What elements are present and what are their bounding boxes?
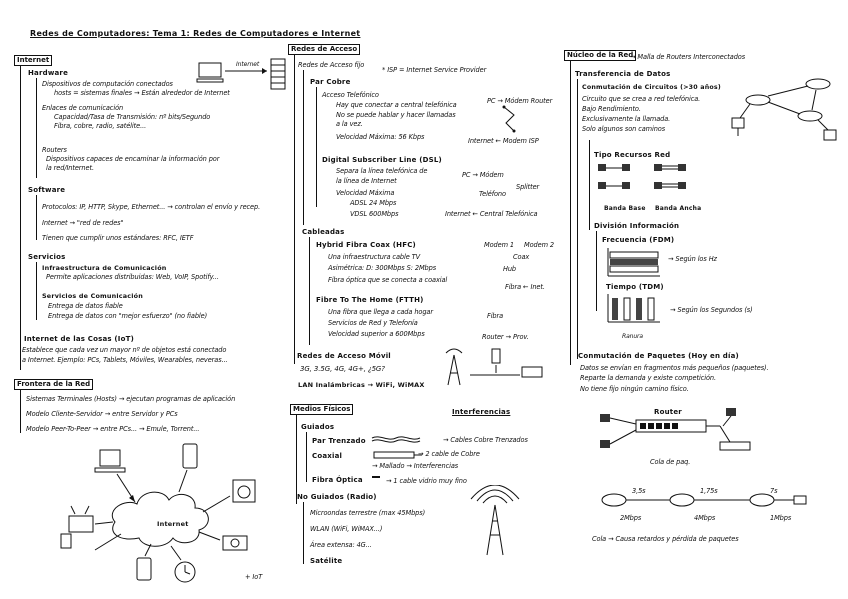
iot-tag: + IoT — [245, 573, 263, 581]
circ-1: Circuito que se crea a red telefónica. — [582, 95, 701, 103]
hfc-2: Asimétrica: D: 300Mbps S: 2Mbps — [328, 264, 437, 272]
hardware-tree-line — [36, 78, 37, 178]
medios-tree-line — [296, 414, 297, 504]
hw-media: Fibra, cobre, radio, satélite... — [54, 122, 147, 130]
sv-best-effort: Entrega de datos con "mejor esfuerzo" (no fiable) — [48, 312, 208, 320]
radio-tower-icon — [465, 485, 525, 560]
wlan: WLAN (WiFi, WiMAX...) — [310, 525, 383, 533]
services-tree-line — [36, 262, 37, 320]
cable-sketches-icon — [370, 432, 440, 482]
sv-distributed-apps: Permite aplicaciones distribuidas: Web, VoIP, Spotify... — [46, 273, 219, 281]
coaxial: Coaxial — [312, 452, 343, 460]
frontera-p2p: Modelo Peer-To-Peer → entre PCs... → Emule, Torrent... — [26, 425, 200, 433]
hardware-heading: Hardware — [28, 69, 69, 77]
modem1-label: Modem 1 — [484, 241, 514, 249]
par-trenzado: Par Trenzado — [312, 437, 366, 445]
dsl-heading: Digital Subscriber Line (DSL) — [322, 156, 442, 164]
cloud-internet-label: Internet — [157, 520, 189, 528]
medios-section-box: Medios Físicos — [290, 404, 353, 415]
frecuencia-note: → Según los Hz — [668, 255, 717, 263]
guiados-heading: Guiados — [301, 423, 335, 431]
ftth-3: Velocidad superior a 600Mbps — [328, 330, 425, 338]
acceso-tree-line — [294, 54, 295, 364]
banda-diagram-icon — [596, 160, 696, 205]
frontera-section-box: Frontera de la Red — [14, 379, 93, 390]
time-1: 3,5s — [632, 487, 646, 495]
paquetes-heading: Conmutación de Paquetes (Hoy en día) — [578, 352, 739, 360]
rate-3: 1Mbps — [770, 514, 792, 522]
tiempo-label: Tiempo (TDM) — [606, 283, 664, 291]
hfc-1: Una infraestructura cable TV — [328, 253, 421, 261]
sv-infrastructure: Infraestructura de Comunicación — [42, 264, 167, 272]
splitter-label: Splitter — [516, 183, 540, 191]
iot-heading: Internet de las Cosas (IoT) — [24, 335, 134, 343]
paq-2: Reparte la demanda y existe competición. — [580, 374, 716, 382]
telefono-label: Teléfono — [479, 190, 506, 198]
circ-4: Solo algunos son caminos — [582, 125, 666, 133]
pc-modem-label: PC → Módem Router — [487, 97, 553, 105]
dsl-vdsl: VDSL 600Mbps — [350, 210, 399, 218]
paq-3: No tiene fijo ningún camino físico. — [580, 385, 689, 393]
tipo-tree-line — [589, 140, 590, 230]
dsl-1: Separa la línea telefónica de — [336, 167, 428, 175]
banda-base-label: Banda Base — [604, 205, 646, 212]
software-heading: Software — [28, 186, 66, 194]
fdm-chart-icon — [604, 246, 664, 280]
area-extensa: Área extensa: 4G... — [310, 541, 372, 549]
cola-label: Cola de paq. — [650, 458, 691, 466]
hw-routers: Routers — [42, 146, 67, 154]
division-heading: División Información — [594, 222, 680, 230]
telephone-link-icon — [500, 105, 520, 139]
hfc-3: Fibra óptica que se conecta a coaxial — [328, 276, 448, 284]
tel-1: Hay que conectar a central telefónica — [336, 101, 457, 109]
isp-note: * ISP = Internet Service Provider — [382, 66, 487, 74]
internet-isp-label: Internet ← Modem ISP — [468, 137, 539, 145]
coax-label: Coax — [513, 253, 530, 261]
sv-reliable: Entrega de datos fiable — [48, 302, 123, 310]
router-label: Router — [654, 408, 682, 416]
tel-heading: Acceso Telefónico — [322, 91, 379, 99]
hw-capacity: Capacidad/Tasa de Transmisión: nº bits/Segundo — [54, 113, 211, 121]
interferencias-top: Interferencias — [452, 408, 511, 416]
ftth-heading: Fibre To The Home (FTTH) — [316, 296, 424, 304]
time-3: 7s — [770, 487, 778, 495]
nucleo-section-box: Núcleo de la Red — [564, 50, 636, 61]
rate-2: 4Mbps — [694, 514, 716, 522]
banda-ancha-label: Banda Ancha — [655, 205, 702, 212]
internet-central-label: Internet ← Central Telefónica — [445, 210, 538, 218]
rate-1: 2Mbps — [620, 514, 642, 522]
sw-standards: Tienen que cumplir unos estándares: RFC, IETF — [42, 234, 194, 242]
internet-cloud-diagram — [55, 440, 285, 590]
cola-note: Cola → Causa retardos y pérdida de paquetes — [592, 535, 739, 543]
par-trenzado-note: → Cables Cobre Trenzados — [443, 436, 528, 444]
microondas: Microondas terrestre (max 45Mbps) — [310, 509, 426, 517]
mobile-antenna-icon — [440, 345, 550, 390]
modem2-label: Modem 2 — [524, 241, 554, 249]
router-network-icon — [728, 66, 846, 156]
circ-3: Exclusivamente la llamada. — [582, 115, 671, 123]
time-2: 1,75s — [700, 487, 718, 495]
frecuencia-label: Frecuencia (FDM) — [602, 236, 675, 244]
sw-network-of-networks: Internet → "red de redes" — [42, 219, 124, 227]
internet-arrow-label: Internet — [236, 61, 260, 68]
movil-heading: Redes de Acceso Móvil — [297, 352, 391, 360]
dsl-pc-modem-label: PC → Módem — [462, 171, 504, 179]
fibra-label: Fibra — [487, 312, 504, 320]
dsl-2: la línea de Internet — [336, 177, 397, 185]
services-heading: Servicios — [28, 253, 66, 261]
wlan-line: LAN Inalámbricas → WiFi, WiMAX — [298, 381, 425, 389]
division-tree-line — [596, 231, 597, 311]
tipo-recursos-heading: Tipo Recursos Red — [594, 151, 671, 159]
tel-2: No se puede hablar y hacer llamadas — [336, 111, 456, 119]
hfc-heading: Hybrid Fibra Coax (HFC) — [316, 241, 416, 249]
sv-comm-services: Servicios de Comunicación — [42, 292, 144, 300]
hw-hosts: hosts = sistemas finales → Están alrededor de Internet — [54, 89, 230, 97]
ftth-2: Servicios de Red y Telefonía — [328, 319, 418, 327]
sw-protocols: Protocolos: IP, HTTP, Skype, Ethernet... → controlan el envío y recep. — [42, 203, 261, 211]
nucleo-malla: → Malla de Routers Interconectados — [630, 53, 746, 61]
cableadas-heading: Cableadas — [302, 228, 345, 236]
acceso-section-box: Redes de Acceso — [288, 44, 360, 55]
nucleo-tree-line — [570, 60, 571, 365]
iot-desc2: a Internet. Ejemplo: PCs, Tablets, Móviles, Wearables, neveras... — [22, 356, 228, 364]
no-guiados-tree-line — [303, 502, 304, 564]
frontera-hosts: Sistemas Terminales (Hosts) → ejecutan programas de aplicación — [26, 395, 236, 403]
fibra-inet-label: Fibra ← Inet. — [505, 283, 545, 291]
dsl-3: Velocidad Máxima — [336, 189, 395, 197]
hub-label: Hub — [503, 265, 517, 273]
iot-desc1: Establece que cada vez un mayor nº de objetos está conectado — [22, 346, 227, 354]
hw-routers-desc2: la red/Internet. — [46, 164, 94, 172]
software-tree-line — [36, 195, 37, 240]
hw-links: Enlaces de comunicación — [42, 104, 124, 112]
tel-speed: Velocidad Máxima: 56 Kbps — [336, 133, 425, 141]
internet-section-box: Internet — [14, 55, 52, 66]
guiados-tree-line — [306, 432, 307, 482]
hw-devices: Dispositivos de computación conectados — [42, 80, 173, 88]
paq-1: Datos se envían en fragmentos más pequeños (paquetes). — [580, 364, 769, 372]
page-title: Redes de Computadores: Tema 1: Redes de Computadores e Internet — [30, 29, 361, 38]
dsl-adsl: ADSL 24 Mbps — [350, 199, 397, 207]
tiempo-note: → Según los Segundos (s) — [670, 306, 753, 314]
no-guiados-heading: No Guiados (Radio) — [297, 493, 377, 501]
circ-2: Bajo Rendimiento. — [582, 105, 641, 113]
coaxial-note: → 2 cable de Cobre — [418, 450, 480, 458]
frontera-tree-line — [20, 389, 21, 433]
cableadas-tree-line — [309, 237, 310, 345]
transferencia-heading: Transferencia de Datos — [575, 70, 671, 78]
router-prov-label: Router → Prov. — [482, 333, 529, 341]
movil-generations: 3G, 3.5G, 4G, 4G+, ¿5G? — [300, 365, 385, 373]
par-cobre-heading: Par Cobre — [310, 78, 351, 86]
par-sub-line — [316, 87, 317, 207]
hw-routers-desc1: Dispositivos capaces de encaminar la información por — [46, 155, 220, 163]
acceso-fijo-heading: Redes de Acceso fijo — [298, 61, 365, 69]
ftth-1: Una fibra que llega a cada hogar — [328, 308, 433, 316]
ranura-label: Ranura — [622, 333, 643, 340]
circuitos-heading: Conmutación de Circuitos (>30 años) — [582, 84, 721, 91]
par-tree-line — [303, 70, 304, 225]
satelite: Satélite — [310, 557, 343, 565]
transferencia-tree-line — [577, 79, 578, 359]
tdm-chart-icon — [604, 292, 664, 328]
tel-3: a la vez. — [336, 120, 363, 128]
mallado-note: → Mallado → Interferencias — [372, 462, 459, 470]
fibra-optica: Fibra Óptica — [312, 476, 363, 484]
fibra-optica-note: → 1 cable vidrio muy fino — [386, 477, 467, 485]
internet-tree-line — [20, 65, 21, 370]
frontera-client-server: Modelo Cliente-Servidor → entre Servidor y PCs — [26, 410, 178, 418]
